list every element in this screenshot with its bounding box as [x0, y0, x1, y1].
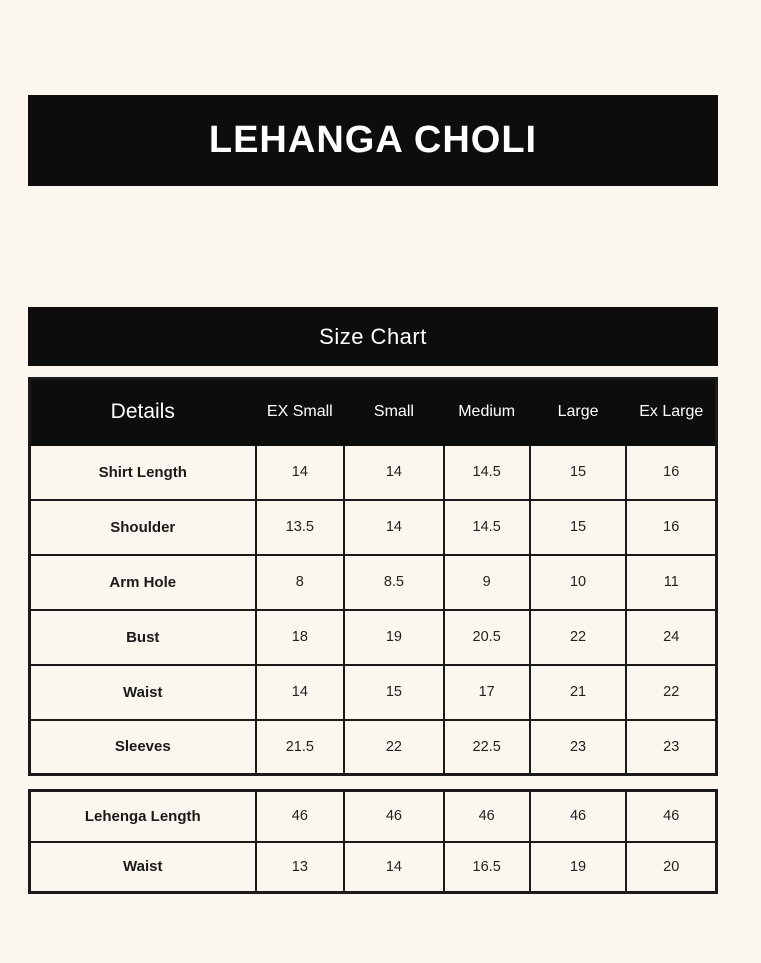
- table-cell: 46: [344, 791, 444, 842]
- table-cell: 14: [344, 500, 444, 555]
- table-row-shirt-length: [30, 445, 717, 500]
- column-header-small: Small: [344, 379, 444, 445]
- size-chart-heading: Size Chart: [319, 323, 427, 349]
- table-cell: 16: [626, 445, 716, 500]
- table-cell: 19: [530, 842, 627, 893]
- table-cell: 46: [530, 791, 627, 842]
- size-chart-table: [28, 377, 718, 776]
- table-cell: 8: [256, 555, 345, 610]
- table-cell: 20: [626, 842, 716, 893]
- row-label: Lehenga Length: [30, 791, 256, 842]
- table-cell: 46: [444, 791, 530, 842]
- table-cell: 10: [530, 555, 627, 610]
- table-row-sleeves: [30, 720, 717, 775]
- table-cell: 19: [344, 610, 444, 665]
- table-cell: 22: [530, 610, 627, 665]
- row-label: Waist: [30, 665, 256, 720]
- table-cell: 14: [256, 665, 345, 720]
- table-cell: 22: [626, 665, 716, 720]
- table-cell: 23: [530, 720, 627, 775]
- table-cell: 16: [626, 500, 716, 555]
- product-title-banner: [28, 95, 718, 186]
- table-row-waist: [30, 665, 717, 720]
- column-header-ex-large: Ex Large: [626, 379, 716, 445]
- table-cell: 13.5: [256, 500, 345, 555]
- table-cell: 14: [344, 842, 444, 893]
- table-cell: 11: [626, 555, 716, 610]
- table-cell: 23: [626, 720, 716, 775]
- table-cell: 13: [256, 842, 345, 893]
- table-cell: 46: [256, 791, 345, 842]
- size-chart-header-row: [30, 379, 717, 445]
- table-cell: 21: [530, 665, 627, 720]
- size-chart-banner: [28, 307, 718, 366]
- table-cell: 17: [444, 665, 530, 720]
- table-cell: 15: [530, 445, 627, 500]
- table-cell: 15: [344, 665, 444, 720]
- table-cell: 14.5: [444, 445, 530, 500]
- table-cell: 21.5: [256, 720, 345, 775]
- product-title: LEHANGA CHOLI: [208, 119, 538, 161]
- table-cell: 22.5: [444, 720, 530, 775]
- row-label: Shoulder: [30, 500, 256, 555]
- table-cell: 9: [444, 555, 530, 610]
- table-row-arm-hole: [30, 555, 717, 610]
- table-cell: 22: [344, 720, 444, 775]
- table-row-lehenga-waist: [30, 842, 717, 893]
- table-cell: 18: [256, 610, 345, 665]
- column-header-medium: Medium: [444, 379, 530, 445]
- table-cell: 16.5: [444, 842, 530, 893]
- lehenga-measurements-table: [28, 789, 718, 894]
- table-cell: 20.5: [444, 610, 530, 665]
- row-label: Arm Hole: [30, 555, 256, 610]
- row-label: Shirt Length: [30, 445, 256, 500]
- table-row-shoulder: [30, 500, 717, 555]
- row-label: Waist: [30, 842, 256, 893]
- column-header-ex-small: EX Small: [256, 379, 345, 445]
- table-cell: 24: [626, 610, 716, 665]
- table-row-lehenga-length: [30, 791, 717, 842]
- table-row-bust: [30, 610, 717, 665]
- row-label: Sleeves: [30, 720, 256, 775]
- column-header-large: Large: [530, 379, 627, 445]
- table-cell: 14: [344, 445, 444, 500]
- row-label: Bust: [30, 610, 256, 665]
- column-header-details: Details: [30, 379, 256, 445]
- table-cell: 46: [626, 791, 716, 842]
- table-cell: 15: [530, 500, 627, 555]
- table-cell: 14.5: [444, 500, 530, 555]
- table-cell: 14: [256, 445, 345, 500]
- table-cell: 8.5: [344, 555, 444, 610]
